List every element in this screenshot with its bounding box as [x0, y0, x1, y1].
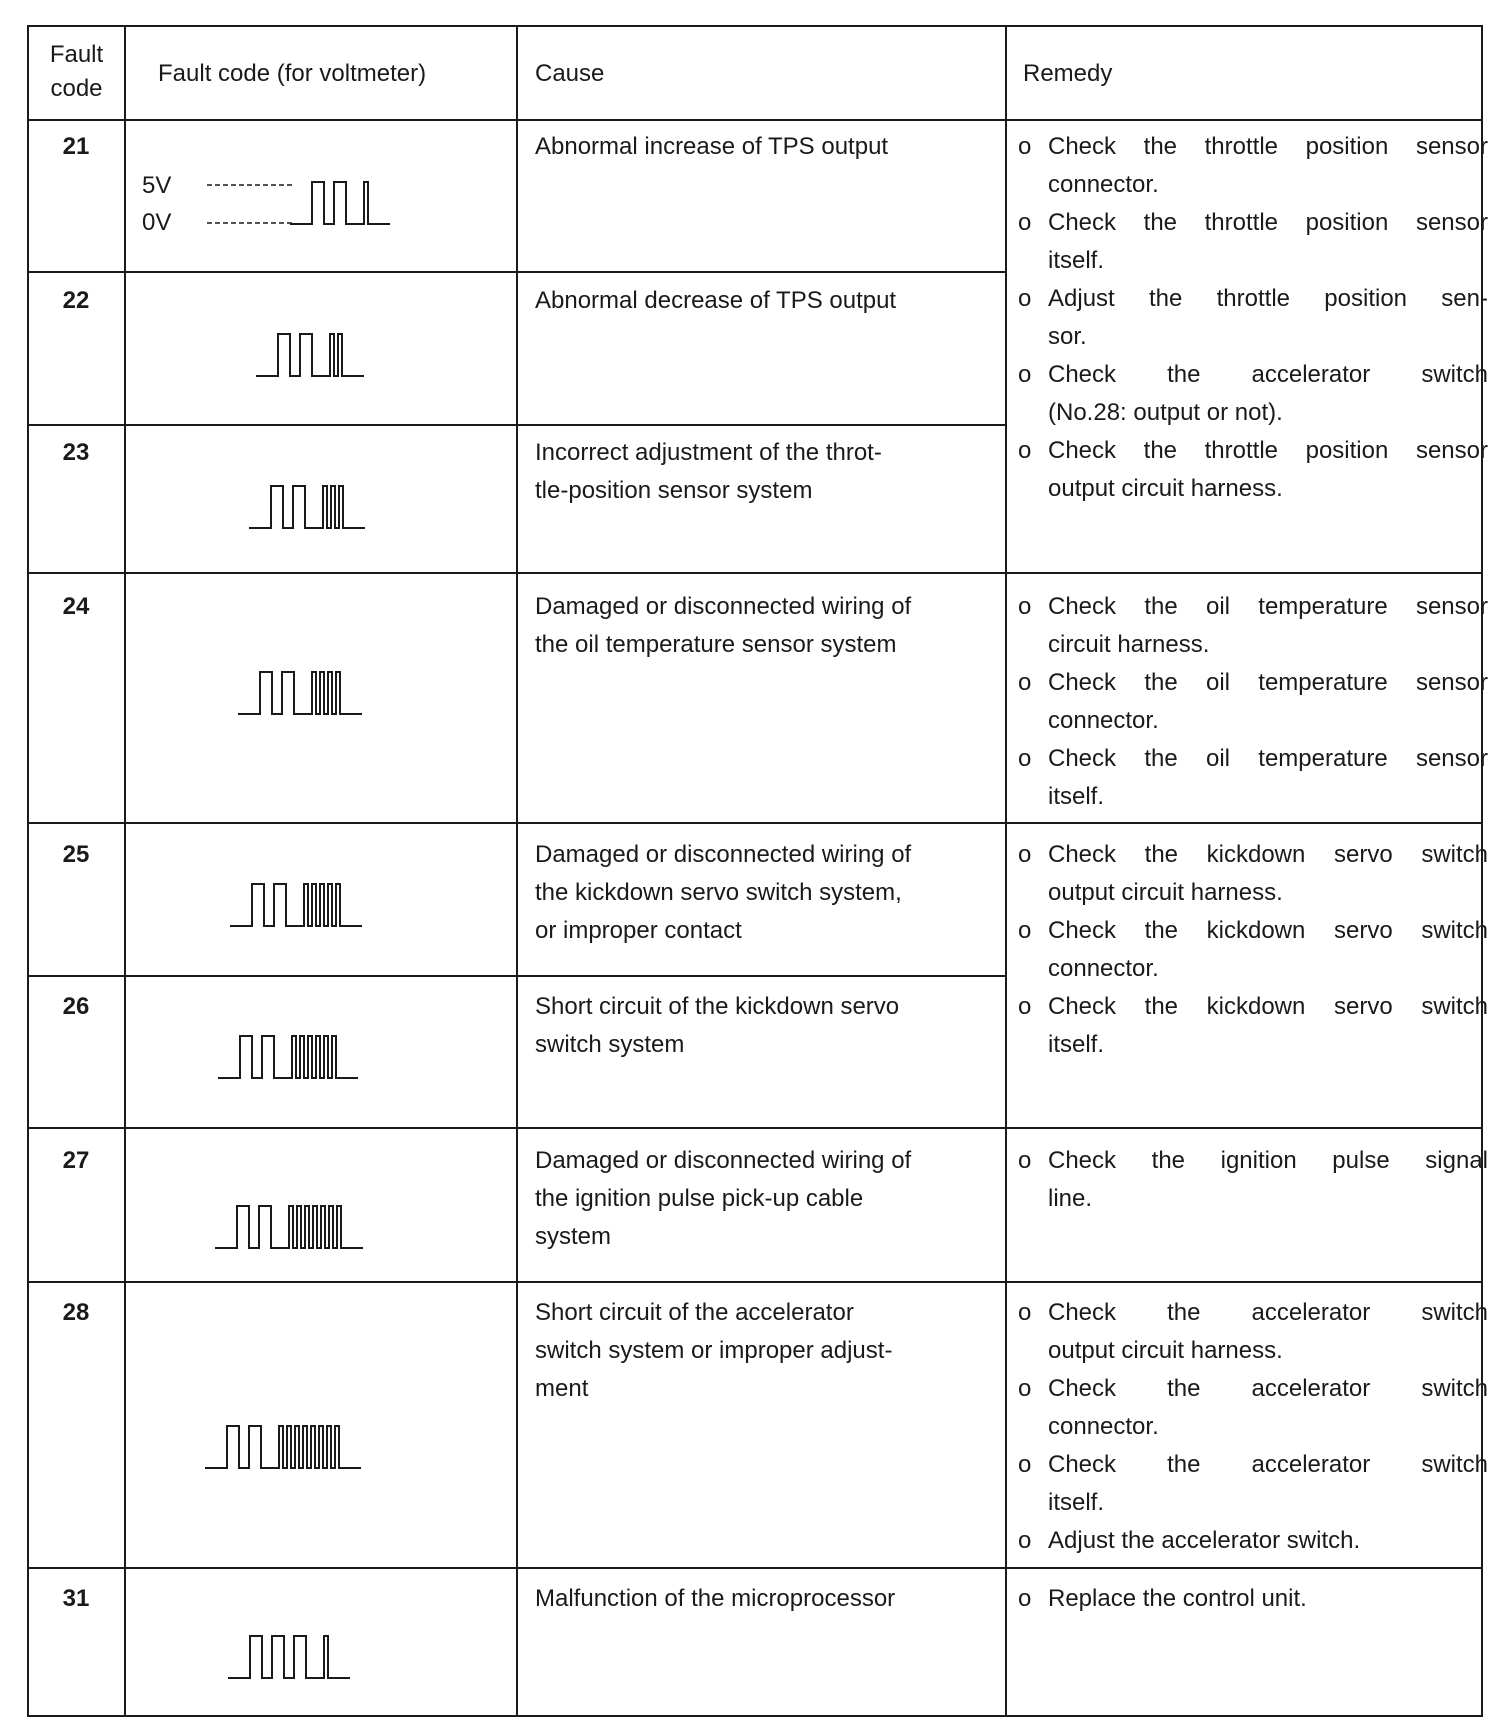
fault-code-number: 22 — [62, 287, 90, 314]
cause-line: Incorrect adjustment of the throt- — [535, 439, 882, 466]
remedy-line: connector. — [1048, 1413, 1159, 1440]
pulse-waveform — [230, 880, 430, 930]
cause-line: Abnormal decrease of TPS output — [535, 287, 897, 314]
cause-line: tle-position sensor system — [535, 477, 813, 504]
remedy-item — [1018, 1294, 1488, 1370]
cause-line: Short circuit of the accelerator — [535, 1299, 854, 1326]
pulse-waveform — [238, 668, 438, 718]
cause-line: ment — [535, 1375, 589, 1402]
remedy-line: Check the accelerator switch — [1048, 361, 1488, 388]
bullet-marker: o — [1018, 1299, 1032, 1326]
header-fault-code-line: code — [50, 75, 103, 102]
bullet-marker: o — [1018, 437, 1032, 464]
remedy-item — [1018, 1522, 1488, 1560]
remedy-line: Adjust the throttle position sen- — [1048, 285, 1488, 312]
pulse-waveform — [228, 1632, 408, 1682]
bullet-marker: o — [1018, 209, 1032, 236]
remedy-line: connector. — [1048, 707, 1159, 734]
bullet-marker: o — [1018, 133, 1032, 160]
cause-cell — [535, 1142, 911, 1256]
remedy-line: connector. — [1048, 171, 1159, 198]
remedy-line: itself. — [1048, 1031, 1105, 1058]
pulse-waveform — [256, 330, 436, 380]
remedy-cell — [1018, 1580, 1488, 1618]
pulse-train — [215, 1206, 363, 1248]
cause-cell — [535, 1580, 895, 1618]
remedy-cell — [1018, 836, 1488, 1064]
remedy-line: Check the kickdown servo switch — [1048, 841, 1488, 868]
remedy-line: (No.28: output or not). — [1048, 399, 1283, 426]
remedy-cell — [1018, 1294, 1488, 1560]
bullet-marker: o — [1018, 745, 1032, 772]
remedy-line: line. — [1048, 1185, 1093, 1212]
fault-code-number: 27 — [62, 1147, 90, 1174]
bullet-marker: o — [1018, 669, 1032, 696]
cause-line: Damaged or disconnected wiring of — [535, 1147, 912, 1174]
pulse-train — [205, 1426, 361, 1468]
remedy-line: Check the oil temperature sensor — [1048, 669, 1488, 696]
remedy-line: itself. — [1048, 1489, 1105, 1516]
remedy-line: Adjust the accelerator switch. — [1048, 1527, 1361, 1554]
remedy-line: itself. — [1048, 783, 1105, 810]
bullet-marker: o — [1018, 285, 1032, 312]
cause-line: Damaged or disconnected wiring of — [535, 841, 912, 868]
fault-code-number: 31 — [62, 1585, 90, 1612]
cause-cell — [535, 1294, 892, 1408]
cause-line: the kickdown servo switch system, — [535, 879, 902, 906]
pulse-train — [249, 486, 365, 528]
fault-code-number: 26 — [62, 993, 90, 1020]
voltage-low-label: 0V — [142, 209, 172, 236]
remedy-line: output circuit harness. — [1048, 475, 1283, 502]
cause-cell — [535, 434, 882, 510]
voltage-reference-lines — [205, 170, 295, 230]
bullet-marker: o — [1018, 1375, 1032, 1402]
pulse-waveform — [218, 1032, 438, 1082]
remedy-line: output circuit harness. — [1048, 1337, 1283, 1364]
remedy-line: Check the ignition pulse signal — [1048, 1147, 1488, 1174]
remedy-cell — [1018, 588, 1488, 816]
fault-code-number: 21 — [62, 133, 90, 160]
bullet-marker: o — [1018, 1527, 1032, 1554]
bullet-marker: o — [1018, 993, 1032, 1020]
cause-line: system — [535, 1223, 612, 1250]
cause-line: Abnormal increase of TPS output — [535, 133, 889, 160]
voltage-high-label: 5V — [142, 172, 172, 199]
pulse-waveform — [290, 178, 430, 228]
remedy-line: circuit harness. — [1048, 631, 1210, 658]
pulse-waveform — [215, 1202, 445, 1252]
remedy-line: Check the oil temperature sensor — [1048, 593, 1488, 620]
bullet-marker: o — [1018, 1451, 1032, 1478]
cause-line: switch system — [535, 1031, 685, 1058]
remedy-item — [1018, 588, 1488, 664]
remedy-line: Check the accelerator switch — [1048, 1299, 1488, 1326]
cause-line: Damaged or disconnected wiring of — [535, 593, 912, 620]
remedy-item — [1018, 836, 1488, 912]
remedy-item — [1018, 664, 1488, 740]
header-cause: Cause — [535, 60, 605, 87]
remedy-item — [1018, 740, 1488, 816]
pulse-train — [218, 1036, 358, 1078]
cause-cell — [535, 128, 888, 166]
remedy-item — [1018, 128, 1488, 204]
fault-code-number: 24 — [62, 593, 90, 620]
remedy-item — [1018, 988, 1488, 1064]
remedy-item — [1018, 1580, 1488, 1618]
pulse-train — [290, 182, 390, 224]
cause-line: the oil temperature sensor system — [535, 631, 897, 658]
cause-line: the ignition pulse pick-up cable — [535, 1185, 864, 1212]
bullet-marker: o — [1018, 1585, 1032, 1612]
remedy-line: Replace the control unit. — [1048, 1585, 1307, 1612]
pulse-train — [256, 334, 364, 376]
bullet-marker: o — [1018, 917, 1032, 944]
remedy-line: Check the throttle position sensor — [1048, 209, 1488, 236]
fault-code-number: 25 — [62, 841, 90, 868]
cause-cell — [535, 836, 911, 950]
fault-code-number: 28 — [62, 1299, 90, 1326]
remedy-line: Check the kickdown servo switch — [1048, 917, 1488, 944]
pulse-waveform — [249, 482, 429, 532]
cause-line: or improper contact — [535, 917, 742, 944]
header-fault-code — [28, 38, 125, 106]
remedy-item — [1018, 912, 1488, 988]
remedy-item — [1018, 1446, 1488, 1522]
remedy-line: connector. — [1048, 955, 1159, 982]
remedy-item — [1018, 356, 1488, 432]
remedy-item — [1018, 204, 1488, 280]
pulse-waveform — [205, 1422, 455, 1472]
cause-line: Malfunction of the microprocessor — [535, 1585, 896, 1612]
remedy-item — [1018, 1370, 1488, 1446]
remedy-item — [1018, 280, 1488, 356]
pulse-train — [230, 884, 362, 926]
cause-cell — [535, 588, 911, 664]
bullet-marker: o — [1018, 841, 1032, 868]
remedy-line: Check the throttle position sensor — [1048, 437, 1488, 464]
remedy-line: Check the throttle position sensor — [1048, 133, 1488, 160]
bullet-marker: o — [1018, 361, 1032, 388]
pulse-train — [238, 672, 362, 714]
remedy-line: Check the kickdown servo switch — [1048, 993, 1488, 1020]
remedy-line: output circuit harness. — [1048, 879, 1283, 906]
header-voltmeter: Fault code (for voltmeter) — [158, 60, 427, 87]
bullet-marker: o — [1018, 593, 1032, 620]
fault-code-number: 23 — [62, 439, 90, 466]
remedy-item — [1018, 1142, 1488, 1218]
pulse-train — [228, 1636, 350, 1678]
remedy-cell — [1018, 128, 1488, 508]
remedy-line: Check the accelerator switch — [1048, 1375, 1488, 1402]
remedy-item — [1018, 432, 1488, 508]
cause-cell — [535, 282, 896, 320]
remedy-line: Check the accelerator switch — [1048, 1451, 1488, 1478]
bullet-marker: o — [1018, 1147, 1032, 1174]
header-fault-code-line: Fault — [49, 41, 104, 68]
cause-line: Short circuit of the kickdown servo — [535, 993, 900, 1020]
remedy-line: itself. — [1048, 247, 1105, 274]
cause-cell — [535, 988, 899, 1064]
remedy-cell — [1018, 1142, 1488, 1218]
header-remedy: Remedy — [1023, 60, 1113, 87]
remedy-line: sor. — [1048, 323, 1087, 350]
cause-line: switch system or improper adjust- — [535, 1337, 893, 1364]
remedy-line: Check the oil temperature sensor — [1048, 745, 1488, 772]
